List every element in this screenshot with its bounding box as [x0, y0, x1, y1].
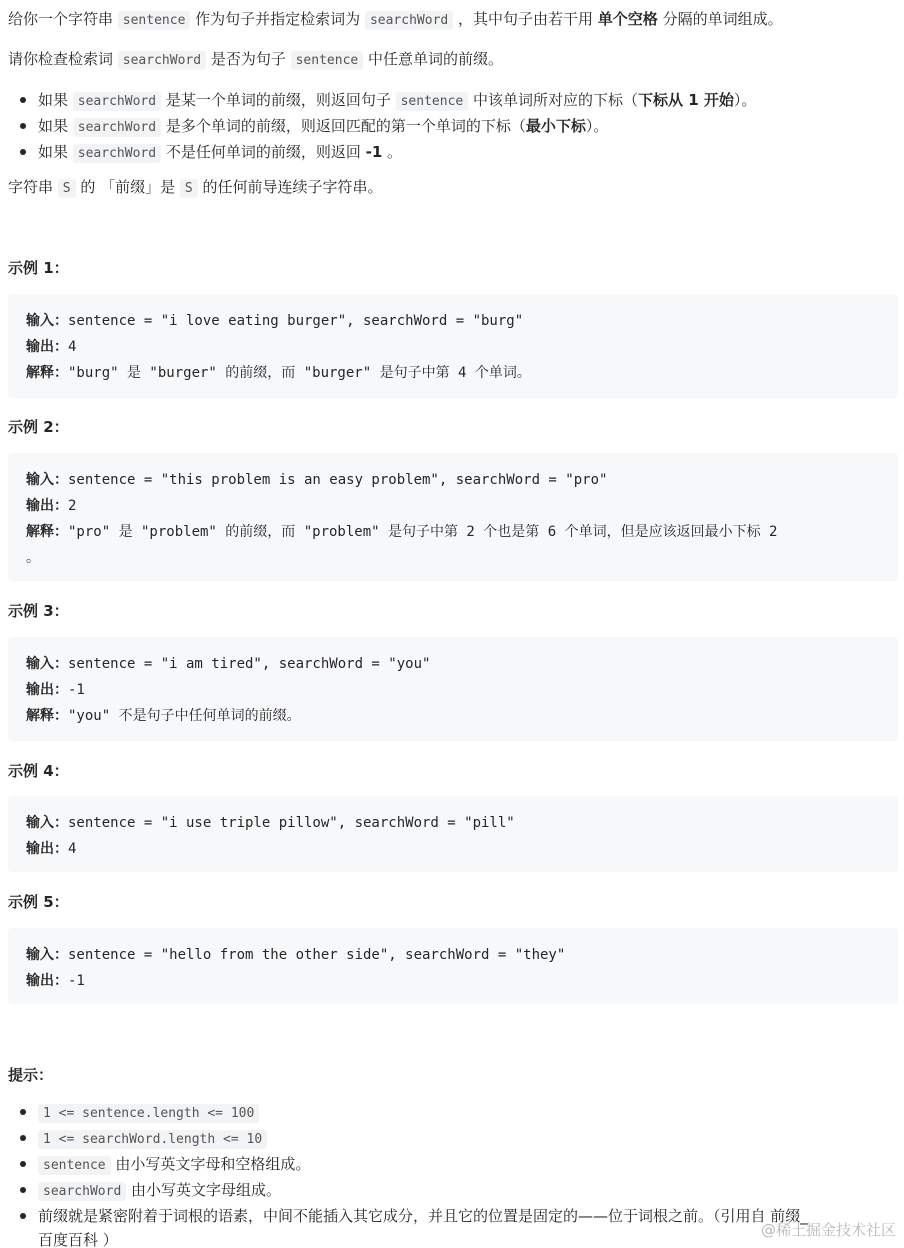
input-label: 输入：	[26, 947, 68, 963]
inline-code-sentence: sentence	[118, 11, 191, 30]
list-item	[38, 114, 756, 140]
text: 前缀就是紧密附着于词根的语素，中间不能插入其它成分，并且它的位置是固定的——位于词根之前。（引用自 前缀_百度百科 ）	[38, 1207, 808, 1248]
text: 给你一个字符串	[8, 10, 118, 28]
input-value: sentence = "i use triple pillow", searchWord = "pill"	[68, 815, 515, 831]
input-label: 输入：	[26, 656, 68, 672]
inline-code-searchword: searchWord	[118, 51, 206, 70]
inline-code: searchWord	[73, 118, 161, 137]
example-explain	[26, 360, 880, 386]
text: 的 「前缀」是	[75, 178, 180, 196]
example-5-box	[8, 928, 898, 1004]
example-output	[26, 677, 880, 703]
text: 如果	[38, 143, 73, 161]
example-input	[26, 308, 880, 334]
output-label: 输出：	[26, 339, 68, 355]
example-explain	[26, 703, 880, 729]
example-output	[26, 334, 880, 360]
input-value: sentence = "i am tired", searchWord = "you"	[68, 656, 431, 672]
text: 是多个单词的前缀，则返回匹配的第一个单词的下标（	[161, 117, 526, 135]
example-3-box	[8, 637, 898, 741]
example-1-title: 示例 1：	[8, 259, 69, 277]
inline-code: searchWord	[73, 92, 161, 111]
example-output	[26, 968, 880, 994]
intro-paragraph-3	[8, 176, 383, 200]
input-label: 输入：	[26, 472, 68, 488]
text: 如果	[38, 117, 73, 135]
example-2-box	[8, 453, 898, 581]
input-value: sentence = "this problem is an easy problem", searchWord = "pro"	[68, 472, 608, 488]
input-value: sentence = "i love eating burger", searchWord = "burg"	[68, 313, 524, 329]
hint-item	[38, 1126, 818, 1152]
hint-item	[38, 1100, 818, 1126]
example-input	[26, 651, 880, 677]
watermark: @稀土掘金技术社区	[760, 1221, 896, 1239]
text: 不是任何单词的前缀，则返回	[161, 143, 366, 161]
example-2-title: 示例 2：	[8, 418, 69, 436]
output-value: -1	[68, 973, 85, 989]
bold-text: 最小下标	[525, 117, 586, 135]
hint-item	[38, 1152, 818, 1178]
rules-list	[38, 88, 756, 166]
example-4-box	[8, 796, 898, 872]
explain-label: 解释：	[26, 708, 68, 724]
output-value: 4	[68, 841, 77, 857]
explain-value: "you" 不是句子中任何单词的前缀。	[68, 708, 301, 724]
bold-text: 单个空格	[597, 10, 658, 28]
explain-label: 解释：	[26, 365, 68, 381]
inline-code: sentence	[38, 1156, 111, 1175]
output-value: -1	[68, 682, 85, 698]
text: 分隔的单词组成。	[657, 10, 783, 28]
output-label: 输出：	[26, 973, 68, 989]
example-input	[26, 467, 880, 493]
text: ）。	[585, 117, 609, 135]
example-output	[26, 836, 880, 862]
bold-text: 下标从 1 开始	[638, 91, 734, 109]
inline-code-sentence: sentence	[291, 51, 364, 70]
text: 请你检查检索词	[8, 50, 118, 68]
text: 由小写英文字母和空格组成。	[110, 1155, 311, 1173]
example-1-box	[8, 294, 898, 398]
inline-code: sentence	[396, 92, 469, 111]
explain-label: 解释：	[26, 524, 68, 540]
text: 字符串	[8, 178, 58, 196]
inline-code-searchword: searchWord	[365, 11, 453, 30]
output-label: 输出：	[26, 498, 68, 514]
list-item	[38, 88, 756, 114]
bold-text: -1	[365, 143, 383, 161]
intro-paragraph-1	[8, 8, 783, 32]
example-input	[26, 810, 880, 836]
inline-code: searchWord	[38, 1182, 126, 1201]
intro-paragraph-2	[8, 48, 503, 72]
explain-value: "pro" 是 "problem" 的前缀，而 "problem" 是句子中第 2 个也是第 6 个单词，但是应该返回最小下标 2	[68, 524, 778, 540]
hints-title: 提示：	[8, 1066, 54, 1084]
output-value: 4	[68, 339, 77, 355]
example-4-title: 示例 4：	[8, 762, 69, 780]
input-value: sentence = "hello from the other side", searchWord = "they"	[68, 947, 566, 963]
hint-item	[38, 1178, 818, 1204]
text: 的任何前导连续子字符串。	[197, 178, 383, 196]
example-3-title: 示例 3：	[8, 602, 69, 620]
text: 由小写英文字母组成。	[126, 1181, 282, 1199]
output-label: 输出：	[26, 841, 68, 857]
text: 中该单词所对应的下标（	[468, 91, 639, 109]
text: 中任意单词的前缀。	[363, 50, 504, 68]
inline-code: 1 <= searchWord.length <= 10	[38, 1130, 267, 1149]
inline-code: S	[180, 179, 198, 198]
text: 是某一个单词的前缀，则返回句子	[161, 91, 396, 109]
text: ）。	[733, 91, 757, 109]
example-5-title: 示例 5：	[8, 893, 69, 911]
output-label: 输出：	[26, 682, 68, 698]
example-input	[26, 942, 880, 968]
list-item	[38, 140, 756, 166]
hints-list	[38, 1100, 818, 1248]
input-label: 输入：	[26, 313, 68, 329]
text: 是否为句子	[206, 50, 291, 68]
inline-code: searchWord	[73, 144, 161, 163]
example-output	[26, 493, 880, 519]
text: 作为句子并指定检索词为	[190, 10, 365, 28]
text: ，其中句子由若干用	[453, 10, 598, 28]
output-value: 2	[68, 498, 77, 514]
explain-value: "burg" 是 "burger" 的前缀，而 "burger" 是句子中第 4 个单词。	[68, 365, 531, 381]
input-label: 输入：	[26, 815, 68, 831]
example-explain	[26, 519, 880, 545]
example-explain-tail: 。	[26, 550, 40, 566]
text: 。	[382, 143, 403, 161]
text: 如果	[38, 91, 73, 109]
hint-item	[38, 1204, 818, 1248]
inline-code: S	[58, 179, 76, 198]
inline-code: 1 <= sentence.length <= 100	[38, 1104, 259, 1123]
